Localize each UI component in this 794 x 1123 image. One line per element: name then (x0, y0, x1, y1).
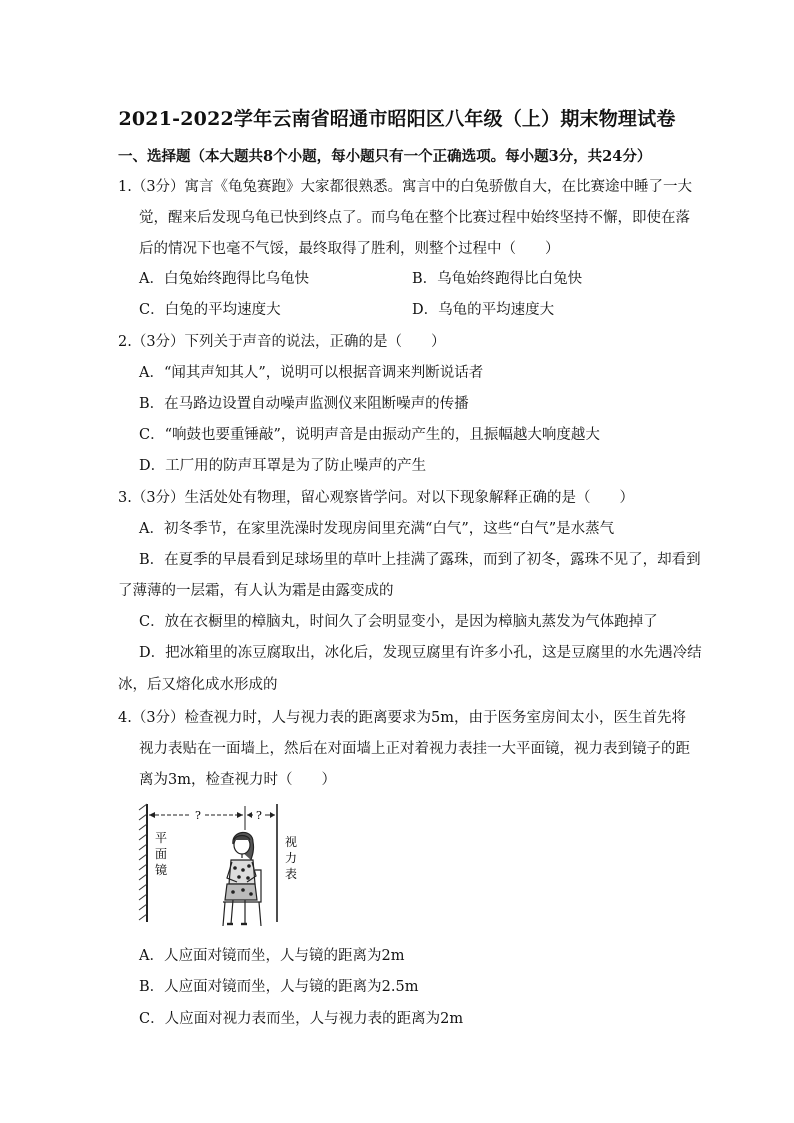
q3-stem: 3.（3分）生活处处有物理，留心观察皆学问。对以下现象解释正确的是（ ） (118, 490, 635, 506)
mirror-label-2: 面 (154, 847, 168, 861)
eye-test-diagram (135, 800, 305, 940)
q4-option-a: A．人应面对镜而坐，人与镜的距离为2m (139, 948, 405, 964)
arrow-right-end (270, 812, 275, 818)
mirror-label-1: 平 (154, 831, 168, 845)
q2-stem: 2.（3分）下列关于声音的说法，正确的是（ ） (118, 334, 446, 350)
dist-left-label: ? (195, 809, 201, 822)
q1-stem-line1: 1.（3分）寓言《龟兔赛跑》大家都很熟悉。寓言中的白兔骄傲自大，在比赛途中睡了一大 (118, 179, 693, 195)
chart-label-2: 力 (284, 851, 298, 865)
chart-label-1: 视 (284, 835, 298, 849)
q2-option-d: D．工厂用的防声耳罩是为了防止噪声的产生 (139, 458, 427, 474)
q3-option-a: A．初冬季节，在家里洗澡时发现房间里充满“白气”，这些“白气”是水蒸气 (139, 521, 615, 537)
exam-title: 2021-2022学年云南省昭通市昭阳区八年级（上）期末物理试卷 (118, 108, 676, 130)
q3-option-b-line1: B．在夏季的早晨看到足球场里的草叶上挂满了露珠，而到了初冬，露珠不见了，却看到 (139, 552, 701, 568)
q3-option-c: C．放在衣橱里的樟脑丸，时间久了会明显变小，是因为樟脑丸蒸发为气体跑掉了 (139, 614, 658, 630)
section-heading: 一、选择题（本大题共8个小题，每小题只有一个正确选项。每小题3分，共24分） (118, 148, 652, 165)
mirror-label-3: 镜 (154, 863, 168, 877)
q4-option-c: C．人应面对视力表而坐，人与视力表的距离为2m (139, 1011, 464, 1027)
arrow-left-start (149, 812, 155, 818)
q3-option-b-line2: 了薄薄的一层霜，有人认为霜是由露变成的 (118, 583, 394, 599)
q1-option-d: D．乌龟的平均速度大 (412, 302, 555, 318)
arrow-right-start (247, 812, 252, 818)
q1-stem-line2: 觉，醒来后发现乌龟已快到终点了。而乌龟在整个比赛过程中始终坚持不懈，即使在落 (139, 210, 690, 226)
chart-label-3: 表 (284, 867, 298, 881)
q3-option-d-line2: 冰，后又熔化成水形成的 (118, 677, 278, 693)
q3-option-d-line1: D．把冰箱里的冻豆腐取出，冰化后，发现豆腐里有许多小孔，这是豆腐里的水先遇冷结 (139, 645, 702, 661)
seated-person-illustration (223, 832, 261, 926)
q4-stem-line3: 离为3m，检查视力时（ ） (139, 772, 336, 788)
q1-option-b: B．乌龟始终跑得比白兔快 (412, 271, 583, 287)
q4-option-b: B．人应面对镜而坐，人与镜的距离为2.5m (139, 979, 419, 995)
q2-option-b: B．在马路边设置自动噪声监测仪来阻断噪声的传播 (139, 396, 469, 412)
q2-option-a: A．“闻其声知其人”，说明可以根据音调来判断说话者 (139, 365, 484, 381)
q4-stem-line1: 4.（3分）检查视力时，人与视力表的距离要求为5m，由于医务室房间太小，医生首先将 (118, 710, 687, 726)
q1-option-a: A．白兔始终跑得比乌龟快 (139, 271, 309, 287)
q1-option-c: C．白兔的平均速度大 (139, 302, 281, 318)
dist-right-label: ? (256, 809, 262, 822)
arrow-left-end (237, 812, 243, 818)
wall-hatching (139, 804, 147, 920)
q1-stem-line3: 后的情况下也毫不气馁，最终取得了胜利，则整个过程中（ ） (139, 241, 560, 257)
q4-stem-line2: 视力表贴在一面墙上，然后在对面墙上正对着视力表挂一大平面镜，视力表到镜子的距 (139, 741, 690, 757)
q2-option-c: C．“响鼓也要重锤敲”，说明声音是由振动产生的，且振幅越大响度越大 (139, 427, 600, 443)
